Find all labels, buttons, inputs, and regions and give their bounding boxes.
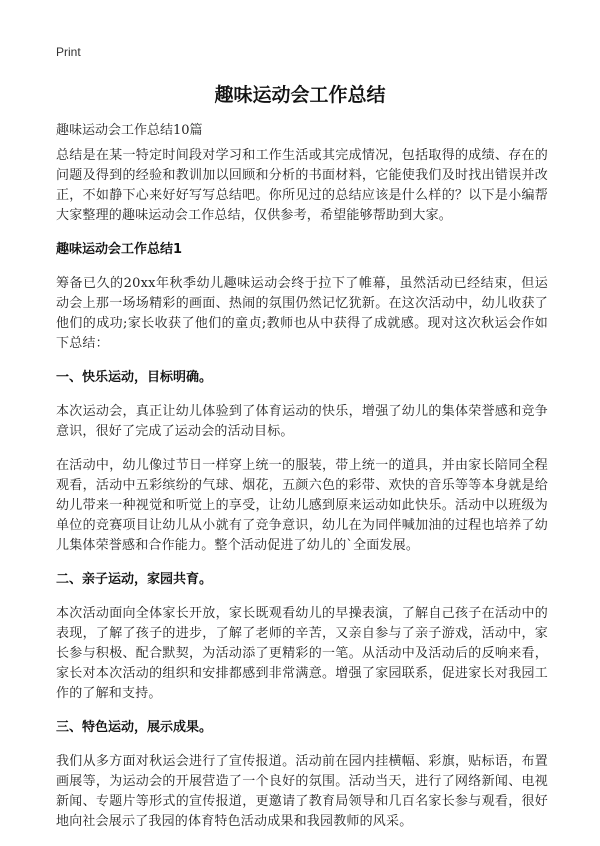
heading-2: 二、亲子运动，家园共育。 [56,572,213,587]
document-body [56,146,548,846]
section-title: 趣味运动会工作总结1 [56,242,183,257]
paragraph-5: 我们从多方面对秋运会进行了宣传报道。活动前在园内挂横幅、彩旗，贴标语，布置画展等，为运动会的开展营造了一个良好的氛围。活动当天，进行了网络新闻、电视新闻、专题片等形式的宣传报道，更邀请了教育局领导和几百名家长参与观看，很好地向社会展示了我园的体育特色活动成果和我园教师的风采。 [56,754,548,829]
paragraph-4: 本次活动面向全体家长开放，家长既观看幼儿的早操表演，了解自己孩子在活动中的表现，了解了孩子的进步，了解了老师的辛苦，又亲自参与了亲子游戏，活动中，家长参与积极、配合默契，为活动添了更精彩的一笔。从活动中及活动后的反响来看，家长对本次活动的组织和安排都感到非常满意。增强了家园联系，促进家长对我园工作的了解和支持。 [56,606,548,701]
intro-paragraph: 总结是在某一特定时间段对学习和工作生活或其完成情况，包括取得的成绩、存在的问题及得到的经验和教训加以回顾和分析的书面材料，它能使我们及时找出错误并改正，不如静下心来好好写写总结吧。你所见过的总结应该是什么样的？以下是小编帮大家整理的趣味运动会工作总结，仅供参考，希望能够帮助到大家。 [56,148,548,223]
paragraph-1: 筹备已久的20xx年秋季幼儿趣味运动会终于拉下了帷幕，虽然活动已经结束，但运动会上那一场场精彩的画面、热闹的氛围仍然记忆犹新。在这次活动中，幼儿收获了他们的成功;家长收获了他们的童贞;教师也从中获得了成就感。现对这次秋运会作如下总结： [56,276,548,351]
document-subtitle: 趣味运动会工作总结10篇 [56,123,203,138]
page-title: 趣味运动会工作总结 [214,84,386,106]
print-link[interactable]: Print [56,45,81,59]
heading-1: 一、快乐运动，目标明确。 [56,370,213,385]
heading-3: 三、特色运动，展示成果。 [56,720,213,735]
paragraph-2: 本次运动会，真正让幼儿体验到了体育运动的快乐，增强了幼儿的集体荣誉感和竞争意识，很好了完成了运动会的活动目标。 [56,404,548,439]
paragraph-3: 在活动中，幼儿像过节日一样穿上统一的服装，带上统一的道具，并由家长陪同全程观看，活动中五彩缤纷的气球、烟花，五颜六色的彩带、欢快的音乐等等本身就是给幼儿带来一种视觉和听觉上的享受，让幼儿感到原来运动如此快乐。活动中以班级为单位的竞赛项目让幼儿从小就有了竞争意识，幼儿在为同伴喊加油的过程也培养了幼儿集体荣誉感和合作能力。整个活动促进了幼儿的`全面发展。 [56,458,548,553]
